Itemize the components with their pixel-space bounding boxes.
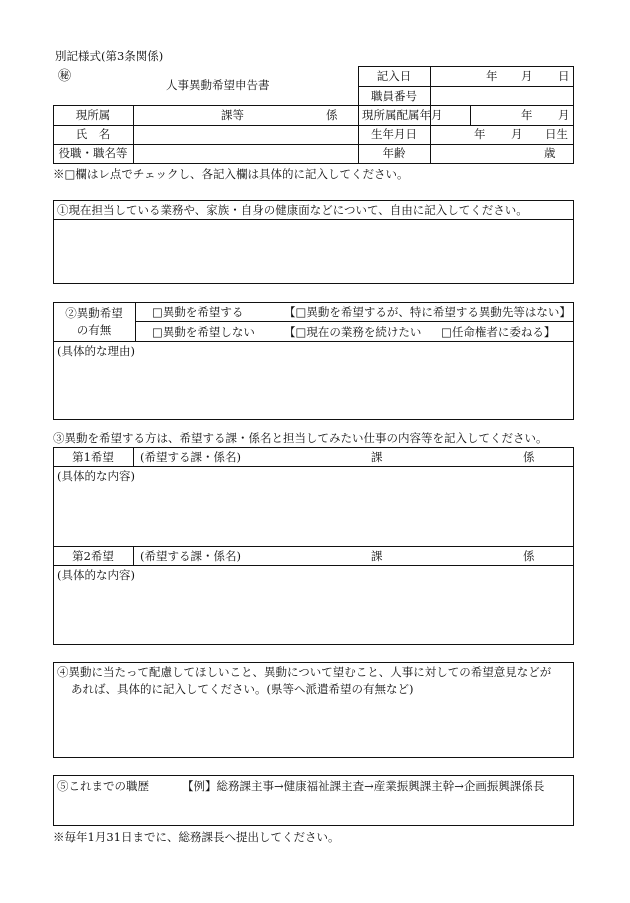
entry-date-year: 年 xyxy=(486,69,498,83)
choice1-unit-suffix: 係 xyxy=(523,450,535,464)
form-title: 人事異動希望申告書 xyxy=(166,78,270,92)
section4-prompt-line2: あれば、具体的に記入してください。(県等へ派遣希望の有無など) xyxy=(71,682,414,696)
position-label: 役職・職名等 xyxy=(58,146,128,160)
form-label: 別記様式(第3条関係) xyxy=(55,49,164,63)
section1-prompt: ①現在担当している業務や、家族・自身の健康面などについて、自由に記入してください。 xyxy=(57,203,528,217)
age-unit: 歳 xyxy=(544,146,556,160)
choice1-dept-name-label: (希望する課・係名) xyxy=(140,450,241,464)
section2-label-line2: の有無 xyxy=(76,323,112,337)
choice2-label: 第2希望 xyxy=(72,549,114,563)
option-hope-no-destination-checkbox[interactable]: 【□異動を希望するが、特に希望する異動先等はない】 xyxy=(284,305,571,319)
choice2-dept-name-label: (希望する課・係名) xyxy=(140,549,241,563)
choice2-unit-suffix: 係 xyxy=(523,549,535,563)
secret-mark: ㊙ xyxy=(58,69,72,84)
entry-date-label: 記入日 xyxy=(376,69,412,83)
choice1-section-suffix: 課 xyxy=(371,450,383,464)
assigned-label: 現所属配属年月 xyxy=(362,108,443,122)
name-label: 氏 名 xyxy=(75,127,111,141)
option-hope-checkbox[interactable]: □異動を希望する xyxy=(152,305,244,319)
section2-reason-label: (具体的な理由) xyxy=(57,344,135,358)
choice2-content-label: (具体的な内容) xyxy=(57,568,135,582)
dept-section-suffix: 課等 xyxy=(221,108,244,122)
section3-intro: ③異動を希望する方は、希望する課・係名と担当してみたい仕事の内容等を記入してください。 xyxy=(53,431,548,445)
section4-prompt-line1: ④異動に当たって配慮してほしいこと、異動について望むこと、人事に対しての希望意見などが xyxy=(57,665,552,679)
note-check: ※□欄はレ点でチェックし、各記入欄は具体的に記入してください。 xyxy=(53,167,409,181)
choice2-section-suffix: 課 xyxy=(371,549,383,563)
section5-label: ⑤これまでの職歴 xyxy=(57,779,149,793)
option-continue-checkbox[interactable]: 【□現在の業務を続けたい xyxy=(284,325,422,339)
age-label: 年齢 xyxy=(382,146,406,160)
staff-no-label: 職員番号 xyxy=(371,89,417,103)
birth-label: 生年月日 xyxy=(371,127,417,141)
birth-day: 日生 xyxy=(545,127,568,141)
entry-date-month: 月 xyxy=(521,69,533,83)
section2-label-line1: ②異動希望 xyxy=(65,306,123,320)
current-dept-label: 現所属 xyxy=(75,108,111,122)
footer-note: ※毎年1月31日までに、総務課長へ提出してください。 xyxy=(53,830,340,844)
section5-example: 【例】総務課主事→健康福祉課主査→産業振興課主幹→企画振興課係長 xyxy=(182,779,545,793)
option-no-hope-checkbox[interactable]: □異動を希望しない xyxy=(152,325,255,339)
assigned-month: 月 xyxy=(558,108,570,122)
entry-date-day: 日 xyxy=(558,69,570,83)
birth-year: 年 xyxy=(474,127,486,141)
choice1-content-label: (具体的な内容) xyxy=(57,469,135,483)
dept-unit-suffix: 係 xyxy=(326,108,338,122)
option-delegate-checkbox[interactable]: □任命権者に委ねる】 xyxy=(441,325,556,339)
choice1-label: 第1希望 xyxy=(72,450,114,464)
birth-month: 月 xyxy=(511,127,523,141)
assigned-year: 年 xyxy=(521,108,533,122)
